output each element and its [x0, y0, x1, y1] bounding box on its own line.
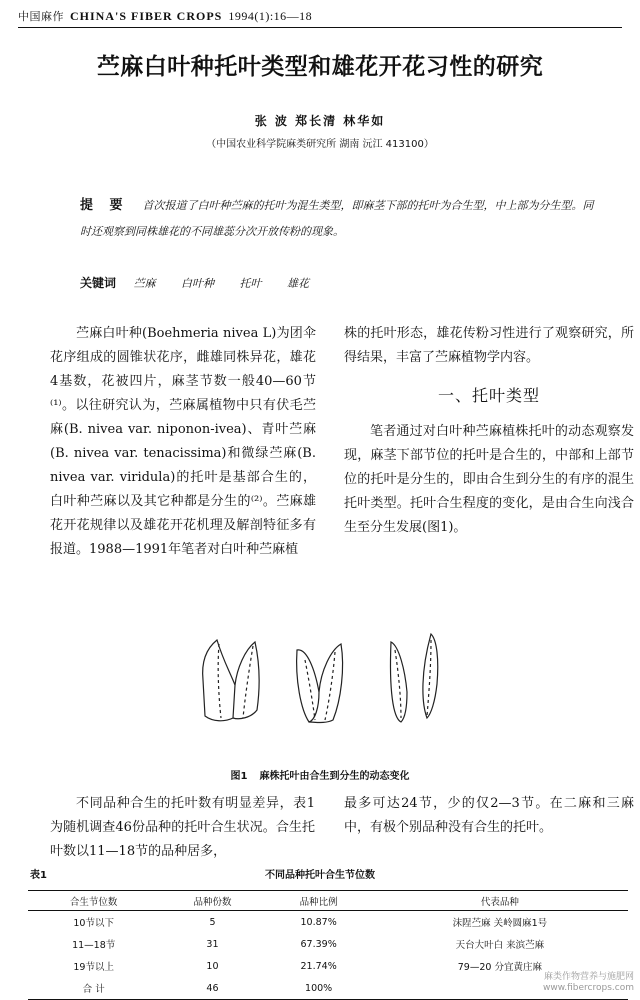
- table-cell: 67.39%: [300, 938, 337, 950]
- table-cell: 10节以下: [73, 918, 114, 929]
- body-bottom-left: 不同品种合生的托叶数有明显差异，表1为随机调查46份品种的托叶合生状况。合生托叶数以11—18节的品种居多，: [50, 796, 315, 859]
- table-row: [28, 977, 628, 1000]
- paper-title: 苎麻白叶种托叶类型和雄花开花习性的研究: [96, 54, 544, 80]
- table-cell: 79—20 分宜黄庄麻: [457, 962, 542, 973]
- table-header-cell: 合生节位数: [28, 891, 159, 911]
- watermark-line: 麻类作物营养与施肥网: [543, 972, 634, 982]
- keyword: 白叶种: [181, 277, 215, 290]
- table-cell: 10.87%: [300, 916, 337, 928]
- table-cell: 21.74%: [300, 960, 337, 972]
- body-bottom-right: 最多可达24节，少的仅2—3节。在二麻和三麻中，有极个别品种没有合生的托叶。: [344, 796, 634, 835]
- table-cell: 合 计: [28, 977, 159, 1000]
- table-row: [28, 933, 628, 955]
- table-row: [28, 955, 628, 977]
- abstract-label: 提 要: [80, 198, 129, 213]
- stipule-fused-right: [233, 642, 259, 719]
- table-cell: 46: [159, 977, 265, 1000]
- keywords-label: 关键词: [80, 276, 117, 290]
- header-rule: [18, 27, 622, 28]
- table-cell: 11—18节: [72, 940, 116, 951]
- figure-label: 图1: [230, 771, 248, 782]
- paper-authors: 张 波 郑长清 林华如: [254, 114, 386, 128]
- body-right-paragraph: 笔者通过对白叶种苎麻植株托叶的动态观察发现，麻茎下部节位的托叶是合生的，中部和上部节位的托叶是分生的，即由合生到分生的有序的混生托叶类型。托叶合生程度的变化，是由合生向浅合生至分生发展(图1)。: [344, 424, 634, 535]
- table-cell: 10: [206, 960, 219, 972]
- abstract-text: 首次报道了白叶种苎麻的托叶为混生类型，即麻茎下部的托叶为合生型，中上部为分生型。同时还观察到同株雄花的不同雄蕊分次开放传粉的现象。: [80, 199, 594, 238]
- paper-affiliation: （中国农业科学院麻类研究所 湖南 沅江 413100）: [206, 139, 434, 150]
- table-cell: 5: [209, 916, 216, 928]
- table-title: 不同品种托叶合生节位数: [265, 870, 375, 881]
- figure-stipules: [195, 630, 455, 730]
- body-right-column: [344, 322, 634, 540]
- figure-caption: [0, 767, 640, 782]
- table-row: [28, 911, 628, 934]
- section-heading: 一、托叶类型: [437, 386, 540, 405]
- watermark-line: www.fibercrops.com: [543, 983, 634, 993]
- table-cell: 19节以上: [73, 962, 114, 973]
- table-header-row: [28, 891, 628, 911]
- table-cell: 天台大叶白 来滨苎麻: [455, 940, 545, 951]
- journal-name-en: CHINA'S FIBER CROPS: [70, 8, 223, 23]
- stipule-shallow-left: [297, 650, 319, 722]
- journal-name-cn: 中国麻作: [18, 10, 64, 23]
- table-cell: 沫陧苎麻 关岭圆麻1号: [452, 918, 548, 929]
- keyword: 苎麻: [133, 277, 156, 290]
- table-header-cell: 品种份数: [159, 891, 265, 911]
- stipule-shallow-right: [309, 644, 343, 723]
- keyword: 雄花: [287, 277, 310, 290]
- body-left-column: 苎麻白叶种(Boehmeria nivea L)为团伞花序组成的圆锥状花序，雌雄同株异花，雄花4基数，花被四片，麻茎节数一般40—60节⁽¹⁾。以往研究认为，苎麻属植物中只有伏毛苎麻(B. nivea var. niponon-ivea)、青叶苎麻(B. nivea var. tenacissima)和微绿苎麻(B. nivea var. viridula)的托叶是基部合生的，白叶种苎麻以及其它种都是分生的⁽²⁾。苎麻雄花开花规律以及雄花开花机理及解剖特征多有报道。1988—1991年笔者对白叶种苎麻植: [50, 326, 316, 557]
- table-cell: 31: [206, 938, 219, 950]
- table-header-cell: 品种比例: [266, 891, 372, 911]
- body-right-intro: 株的托叶形态，雄花传粉习性进行了观察研究，所得结果，丰富了苎麻植物学内容。: [344, 326, 634, 365]
- table-header-cell: 代表品种: [372, 891, 628, 911]
- figure-caption-text: 麻株托叶由合生到分生的动态变化: [259, 771, 410, 782]
- table-cell: 100%: [266, 977, 372, 1000]
- journal-header: [18, 6, 622, 26]
- keywords: [80, 274, 580, 291]
- watermark: [543, 972, 634, 994]
- stipule-drawing: [195, 630, 455, 730]
- stipule-free-right: [423, 634, 438, 718]
- table-label: 表1: [30, 870, 47, 881]
- keyword: 托叶: [239, 277, 262, 290]
- data-table: [28, 890, 628, 1000]
- journal-citation: 1994(1):16—18: [228, 8, 313, 23]
- abstract: [80, 193, 600, 245]
